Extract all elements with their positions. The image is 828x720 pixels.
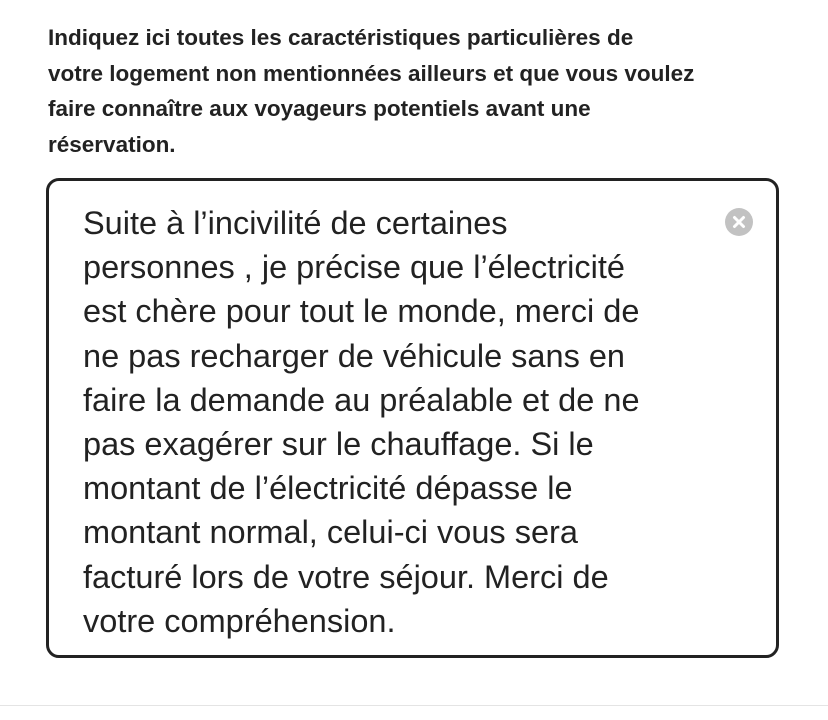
description-textarea[interactable] (46, 178, 779, 658)
close-circle-icon (725, 208, 753, 236)
clear-text-button[interactable] (725, 208, 753, 236)
field-description: Indiquez ici toutes les caractéristiques particulières de votre logement non mentionnées ailleurs et que vous voulez faire connaître aux voyageurs potentiels avant une réservation. (48, 25, 695, 157)
textarea-value[interactable]: Suite à l’incivilité de certaines personnes , je précise que l’électricité est chère pour tout le monde, merci de ne pas recharger de véhicule sans en faire la demande au préalable et de ne pas exagérer sur le chauffage. Si le montant de l’électricité dépasse le montant normal, celui-ci vous sera facturé lors de votre séjour. Merci de votre compréhension. (83, 205, 640, 639)
bottom-divider (0, 705, 828, 706)
